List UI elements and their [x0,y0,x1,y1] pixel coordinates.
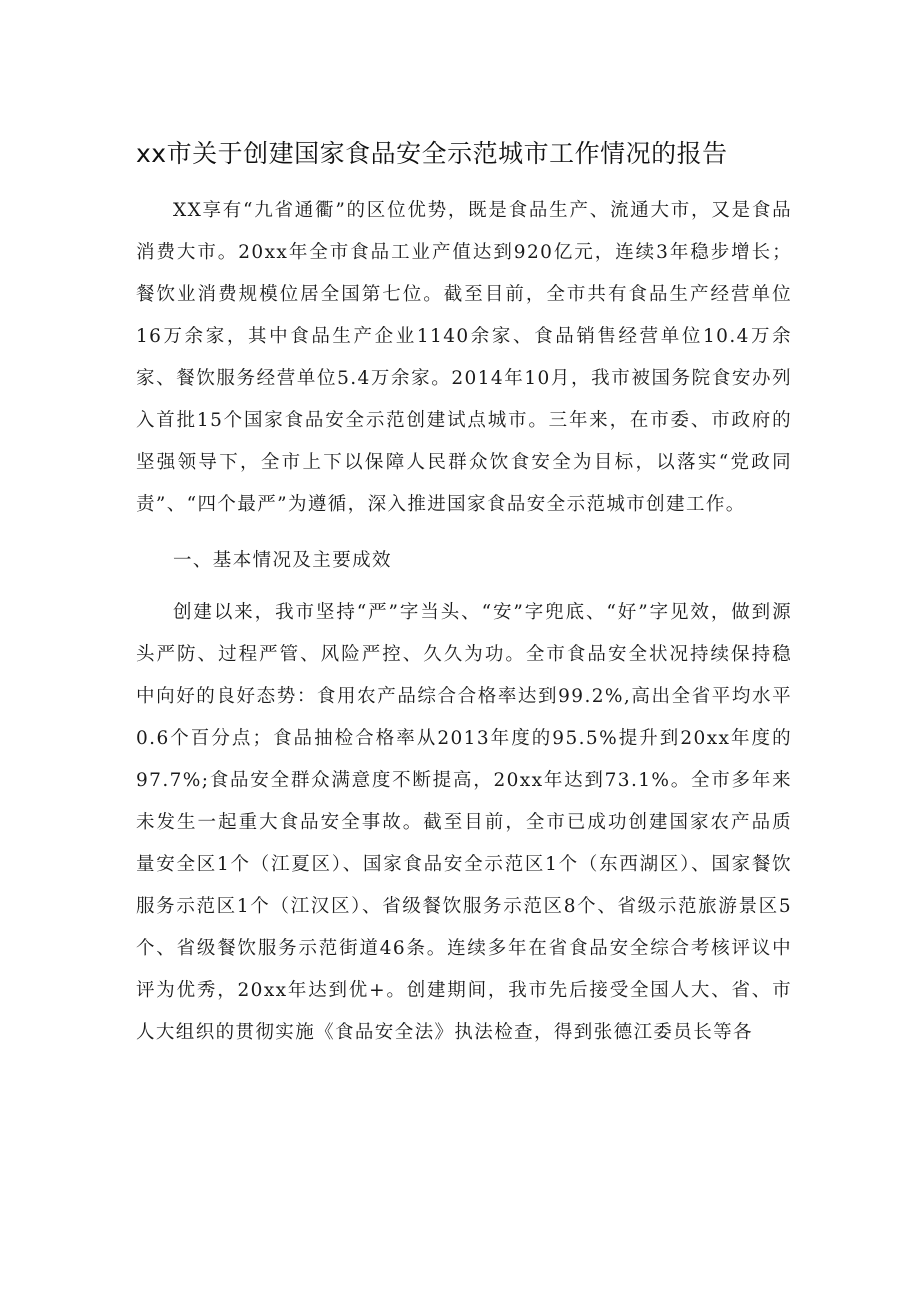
document-title: xx市关于创建国家食品安全示范城市工作情况的报告 [136,139,728,168]
intro-paragraph: XX享有“九省通衢”的区位优势，既是食品生产、流通大市，又是食品消费大市。20xx年全市食品工业产值达到920亿元，连续3年稳步增长；餐饮业消费规模位居全国第七位。截至目前，全市共有食品生产经营单位16万余家，其中食品生产企业1140余家、食品销售经营单位10.4万余家、餐饮服务经营单位5.4万余家。2014年10月，我市被国务院食安办列入首批15个国家食品安全示范创建试点城市。三年来，在市委、市政府的坚强领导下，全市上下以保障人民群众饮食安全为目标，以落实“党政同责”、“四个最严”为遵循，深入推进国家食品安全示范城市创建工作。 [136,200,792,515]
section-paragraph: 创建以来，我市坚持“严”字当头、“安”字兜底、“好”字见效，做到源头严防、过程严管、风险严控、久久为功。全市食品安全状况持续保持稳中向好的良好态势：食用农产品综合合格率达到99.2%,高出全省平均水平0.6个百分点；食品抽检合格率从2013年度的95.5%提升到20xx年度的97.7%;食品安全群众满意度不断提高，20xx年达到73.1%。全市多年来未发生一起重大食品安全事故。截至目前，全市已成功创建国家农产品质量安全区1个（江夏区）、国家食品安全示范区1个（东西湖区）、国家餐饮服务示范区1个（江汉区）、省级餐饮服务示范区8个、省级示范旅游景区5个、省级餐饮服务示范街道46条。连续多年在省食品安全综合考核评议中评为优秀，20xx年达到优+。创建期间，我市先后接受全国人大、省、市人大组织的贯彻实施《食品安全法》执法检查，得到张德江委员长等各 [136,602,792,1043]
section-heading: 一、基本情况及主要成效 [173,550,392,571]
